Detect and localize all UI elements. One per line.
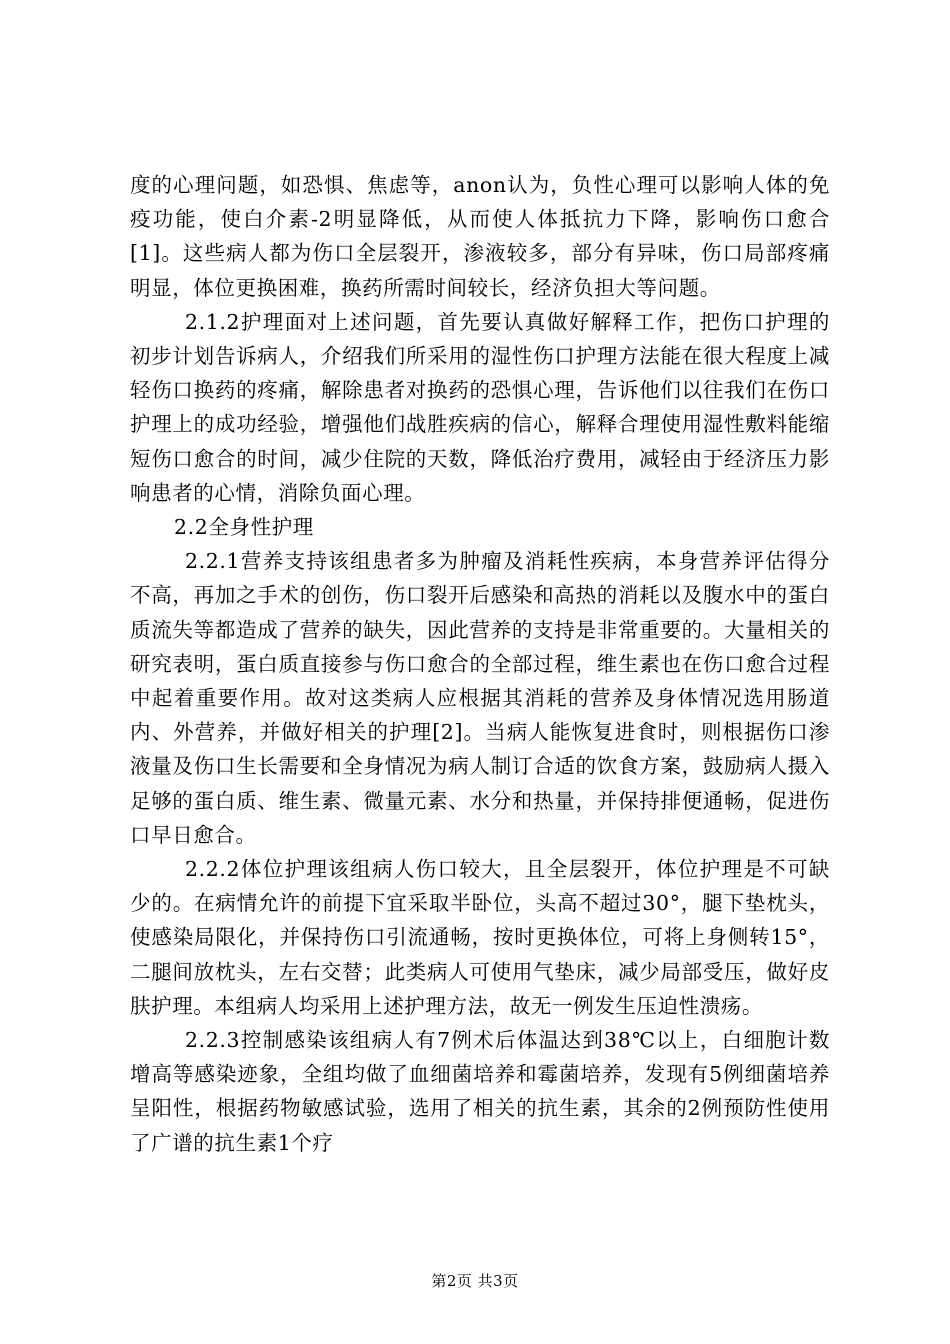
paragraph-continuation: 度的心理问题，如恐惧、焦虑等，anon认为，负性心理可以影响人体的免疫功能，使白介素-2明显降低，从而使人体抵抗力下降，影响伤口愈合[1]。这些病人都为伤口全层裂开，渗液较多，部分有异味，伤口局部疼痛明显，体位更换困难，换药所需时间较长，经济负担大等问题。	[130, 173, 830, 300]
page-footer	[0, 1270, 950, 1291]
section-heading-2-2: 2.2全身性护理	[174, 515, 314, 540]
paragraph-2-2-1: 2.2.1营养支持该组患者多为肿瘤及消耗性疾病，本身营养评估得分不高，再加之手术的创伤，伤口裂开后感染和高热的消耗以及腹水中的蛋白质流失等都造成了营养的缺失，因此营养的支持是非常重要的。大量相关的研究表明，蛋白质直接参与伤口愈合的全部过程，维生素也在伤口愈合过程中起着重要作用。故对这类病人应根据其消耗的营养及身体情况选用肠道内、外营养，并做好相关的护理[2]。当病人能恢复进食时，则根据伤口渗液量及伤口生长需要和全身情况为病人制订合适的饮食方案，鼓励病人摄入足够的蛋白质、维生素、微量元素、水分和热量，并保持排便通畅，促进伤口早日愈合。	[130, 549, 830, 847]
paragraph-2-1-2: 2.1.2护理面对上述问题，首先要认真做好解释工作，把伤口护理的初步计划告诉病人，介绍我们所采用的湿性伤口护理方法能在很大程度上减轻伤口换药的疼痛，解除患者对换药的恐惧心理，告诉他们以往我们在伤口护理上的成功经验，增强他们战胜疾病的信心，解释合理使用湿性敷料能缩短伤口愈合的时间，减少住院的天数，降低治疗费用，减轻由于经济压力影响患者的心情，消除负面心理。	[130, 309, 830, 505]
page-number-label: 第2页 共3页	[431, 1272, 519, 1290]
paragraph-2-2-2: 2.2.2体位护理该组病人伤口较大，且全层裂开，体位护理是不可缺少的。在病情允许的前提下宜采取半卧位，头高不超过30°，腿下垫枕头，使感染局限化，并保持伤口引流通畅，按时更换体位，可将上身侧转15°，二腿间放枕头，左右交替；此类病人可使用气垫床，减少局部受压，做好皮肤护理。本组病人均采用上述护理方法，故无一例发生压迫性溃疡。	[130, 857, 830, 1018]
document-body	[130, 168, 830, 1160]
paragraph-2-2-3: 2.2.3控制感染该组病人有7例术后体温达到38℃以上，白细胞计数增高等感染迹象，全组均做了血细菌培养和霉菌培养，发现有5例细菌培养呈阳性，根据药物敏感试验，选用了相关的抗生素，其余的2例预防性使用了广谱的抗生素1个疗	[130, 1028, 830, 1155]
